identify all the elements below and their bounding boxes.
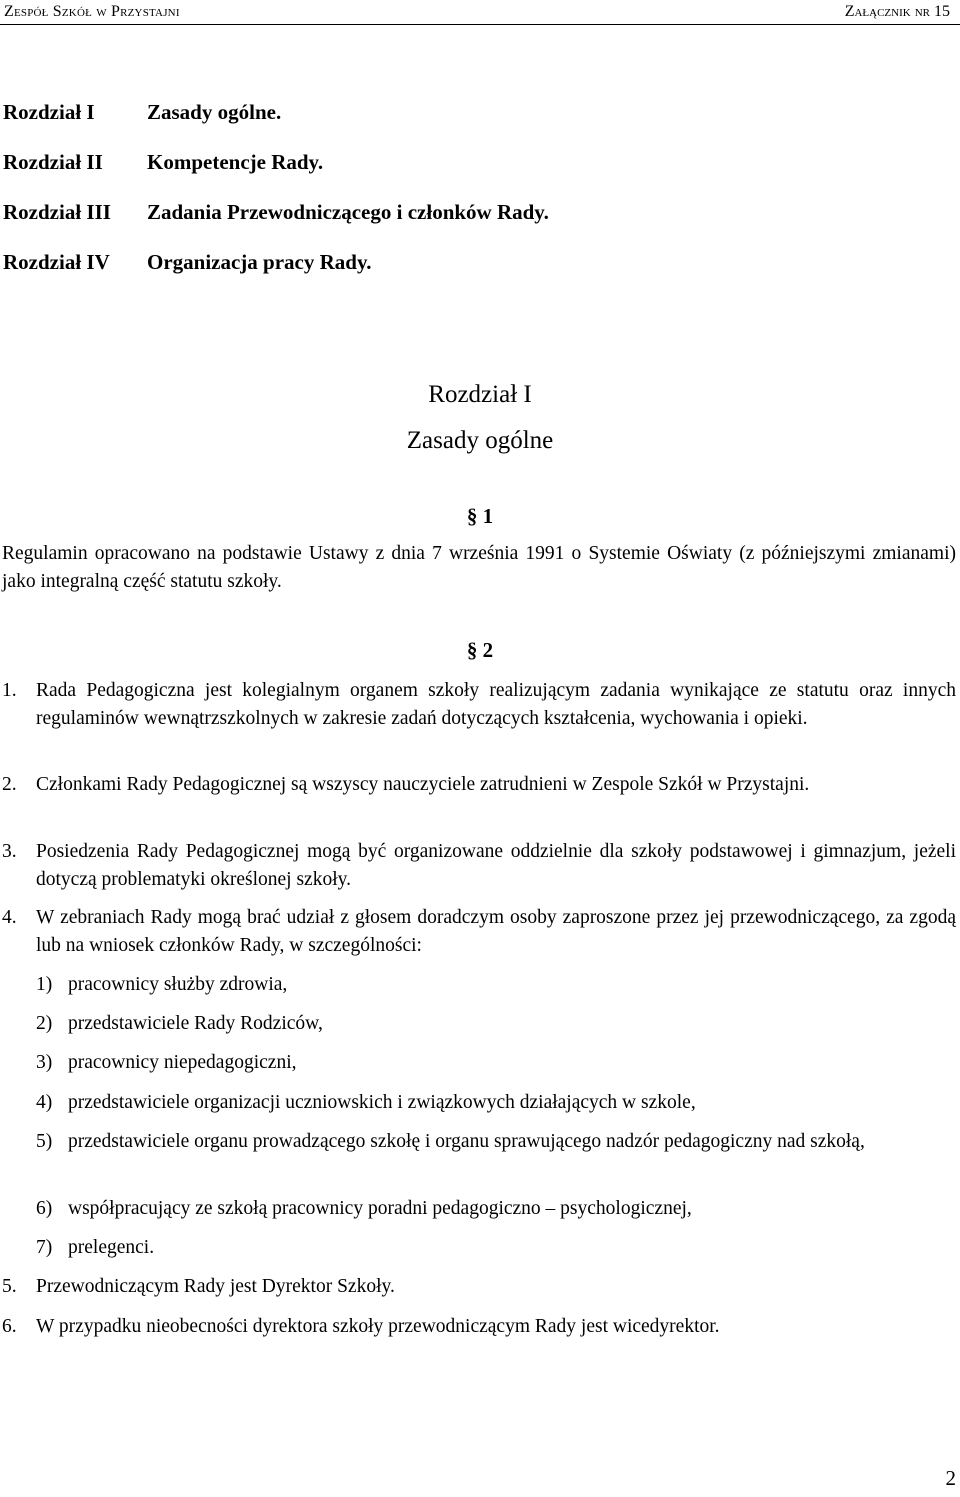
- sub-list-item-number: 7): [36, 1237, 53, 1258]
- section-sign-icon: §: [466, 638, 478, 662]
- sub-list-item-text: przedstawiciele Rady Rodziców,: [68, 1013, 323, 1034]
- toc-chapter-title: Organizacja pracy Rady.: [147, 250, 372, 274]
- page-header: [0, 0, 960, 25]
- list-item: [2, 1313, 956, 1341]
- section-number: 2: [482, 638, 494, 662]
- list-item: [2, 1273, 956, 1301]
- toc-chapter-number: Rozdział IV: [3, 250, 110, 274]
- section-number: 1: [482, 504, 494, 528]
- toc-chapter-title: Zasady ogólne.: [147, 100, 282, 124]
- list-item: [2, 677, 956, 733]
- section-mark: [0, 638, 960, 663]
- sub-list-item-text: współpracujący ze szkołą pracownicy poradni pedagogiczno – psychologicznej,: [68, 1198, 692, 1219]
- sub-list-item: [36, 1089, 956, 1117]
- sub-list-item-text: przedstawiciele organu prowadzącego szkołę i organu sprawującego nadzór pedagogiczny nad szkołą,: [68, 1131, 865, 1152]
- list-item-text: W przypadku nieobecności dyrektora szkoły przewodniczącym Rady jest wicedyrektor.: [36, 1316, 720, 1337]
- section-sign-icon: §: [466, 504, 478, 528]
- header-school-name: Zespół Szkół w Przystajni: [4, 3, 180, 20]
- toc-chapter-number: Rozdział III: [3, 200, 111, 224]
- list-item-number: 4.: [2, 907, 17, 928]
- header-attachment-label: Załącznik nr 15: [844, 3, 950, 20]
- toc-chapter-title: Kompetencje Rady.: [147, 150, 324, 174]
- page-number: 2: [945, 1466, 956, 1490]
- list-item-number: 5.: [2, 1276, 17, 1297]
- list-item-number: 2.: [2, 774, 17, 795]
- list-item: [2, 904, 956, 960]
- list-item-text: Posiedzenia Rady Pedagogicznej mogą być organizowane oddzielnie dla szkoły podstawowej i gimnazjum, jeżeli dotyczą problematyki określonej szkoły.: [36, 841, 956, 890]
- toc-chapter-number: Rozdział I: [3, 100, 95, 124]
- sub-list-item-number: 2): [36, 1013, 53, 1034]
- list-item-number: 3.: [2, 841, 17, 862]
- list-item-text: Członkami Rady Pedagogicznej są wszyscy nauczyciele zatrudnieni w Zespole Szkół w Przystajni.: [36, 774, 810, 795]
- sub-list-item-text: pracownicy służby zdrowia,: [68, 974, 288, 995]
- toc-chapter-title: Zadania Przewodniczącego i członków Rady.: [147, 200, 549, 224]
- section-mark: [0, 504, 960, 529]
- sub-list-item: [36, 1010, 956, 1038]
- sub-list-item: [36, 971, 956, 999]
- list-item-text: Rada Pedagogiczna jest kolegialnym organem szkoły realizującym zadania wynikające ze statutu oraz innych regulaminów wewnątrzszkolnych w zakresie zadań dotyczących kształcenia, wychowania i opieki.: [36, 680, 956, 729]
- sub-list-item: [36, 1128, 956, 1156]
- sub-list-item: [36, 1234, 956, 1262]
- sub-list-item-text: pracownicy niepedagogiczni,: [68, 1052, 297, 1073]
- chapter-number: Rozdział I: [428, 381, 532, 408]
- sub-list-item-number: 1): [36, 974, 53, 995]
- sub-list-item-number: 5): [36, 1131, 53, 1152]
- list-item-number: 6.: [2, 1316, 17, 1337]
- sub-list-item: [36, 1049, 956, 1077]
- list-item: [2, 838, 956, 894]
- list-item-number: 1.: [2, 680, 17, 701]
- sub-list-item-text: prelegenci.: [68, 1237, 155, 1258]
- list-item: [2, 771, 956, 799]
- sub-list-item-number: 3): [36, 1052, 53, 1073]
- toc-chapter-number: Rozdział II: [3, 150, 103, 174]
- sub-list-item-number: 4): [36, 1092, 53, 1113]
- list-item-text: W zebraniach Rady mogą brać udział z głosem doradczym osoby zaproszone przez jej przewodniczącego, za zgodą lub na wniosek członków Rady, w szczególności:: [36, 907, 956, 956]
- list-item-text: Przewodniczącym Rady jest Dyrektor Szkoły.: [36, 1276, 395, 1297]
- sub-list-item-text: przedstawiciele organizacji uczniowskich i związkowych działających w szkole,: [68, 1092, 696, 1113]
- sub-list-item: [36, 1195, 956, 1223]
- sub-list-item-number: 6): [36, 1198, 53, 1219]
- chapter-title: Zasady ogólne: [406, 427, 554, 454]
- section-1-paragraph: Regulamin opracowano na podstawie Ustawy z dnia 7 września 1991 o Systemie Oświaty (z późniejszymi zmianami) jako integralną część statutu szkoły.: [2, 543, 956, 592]
